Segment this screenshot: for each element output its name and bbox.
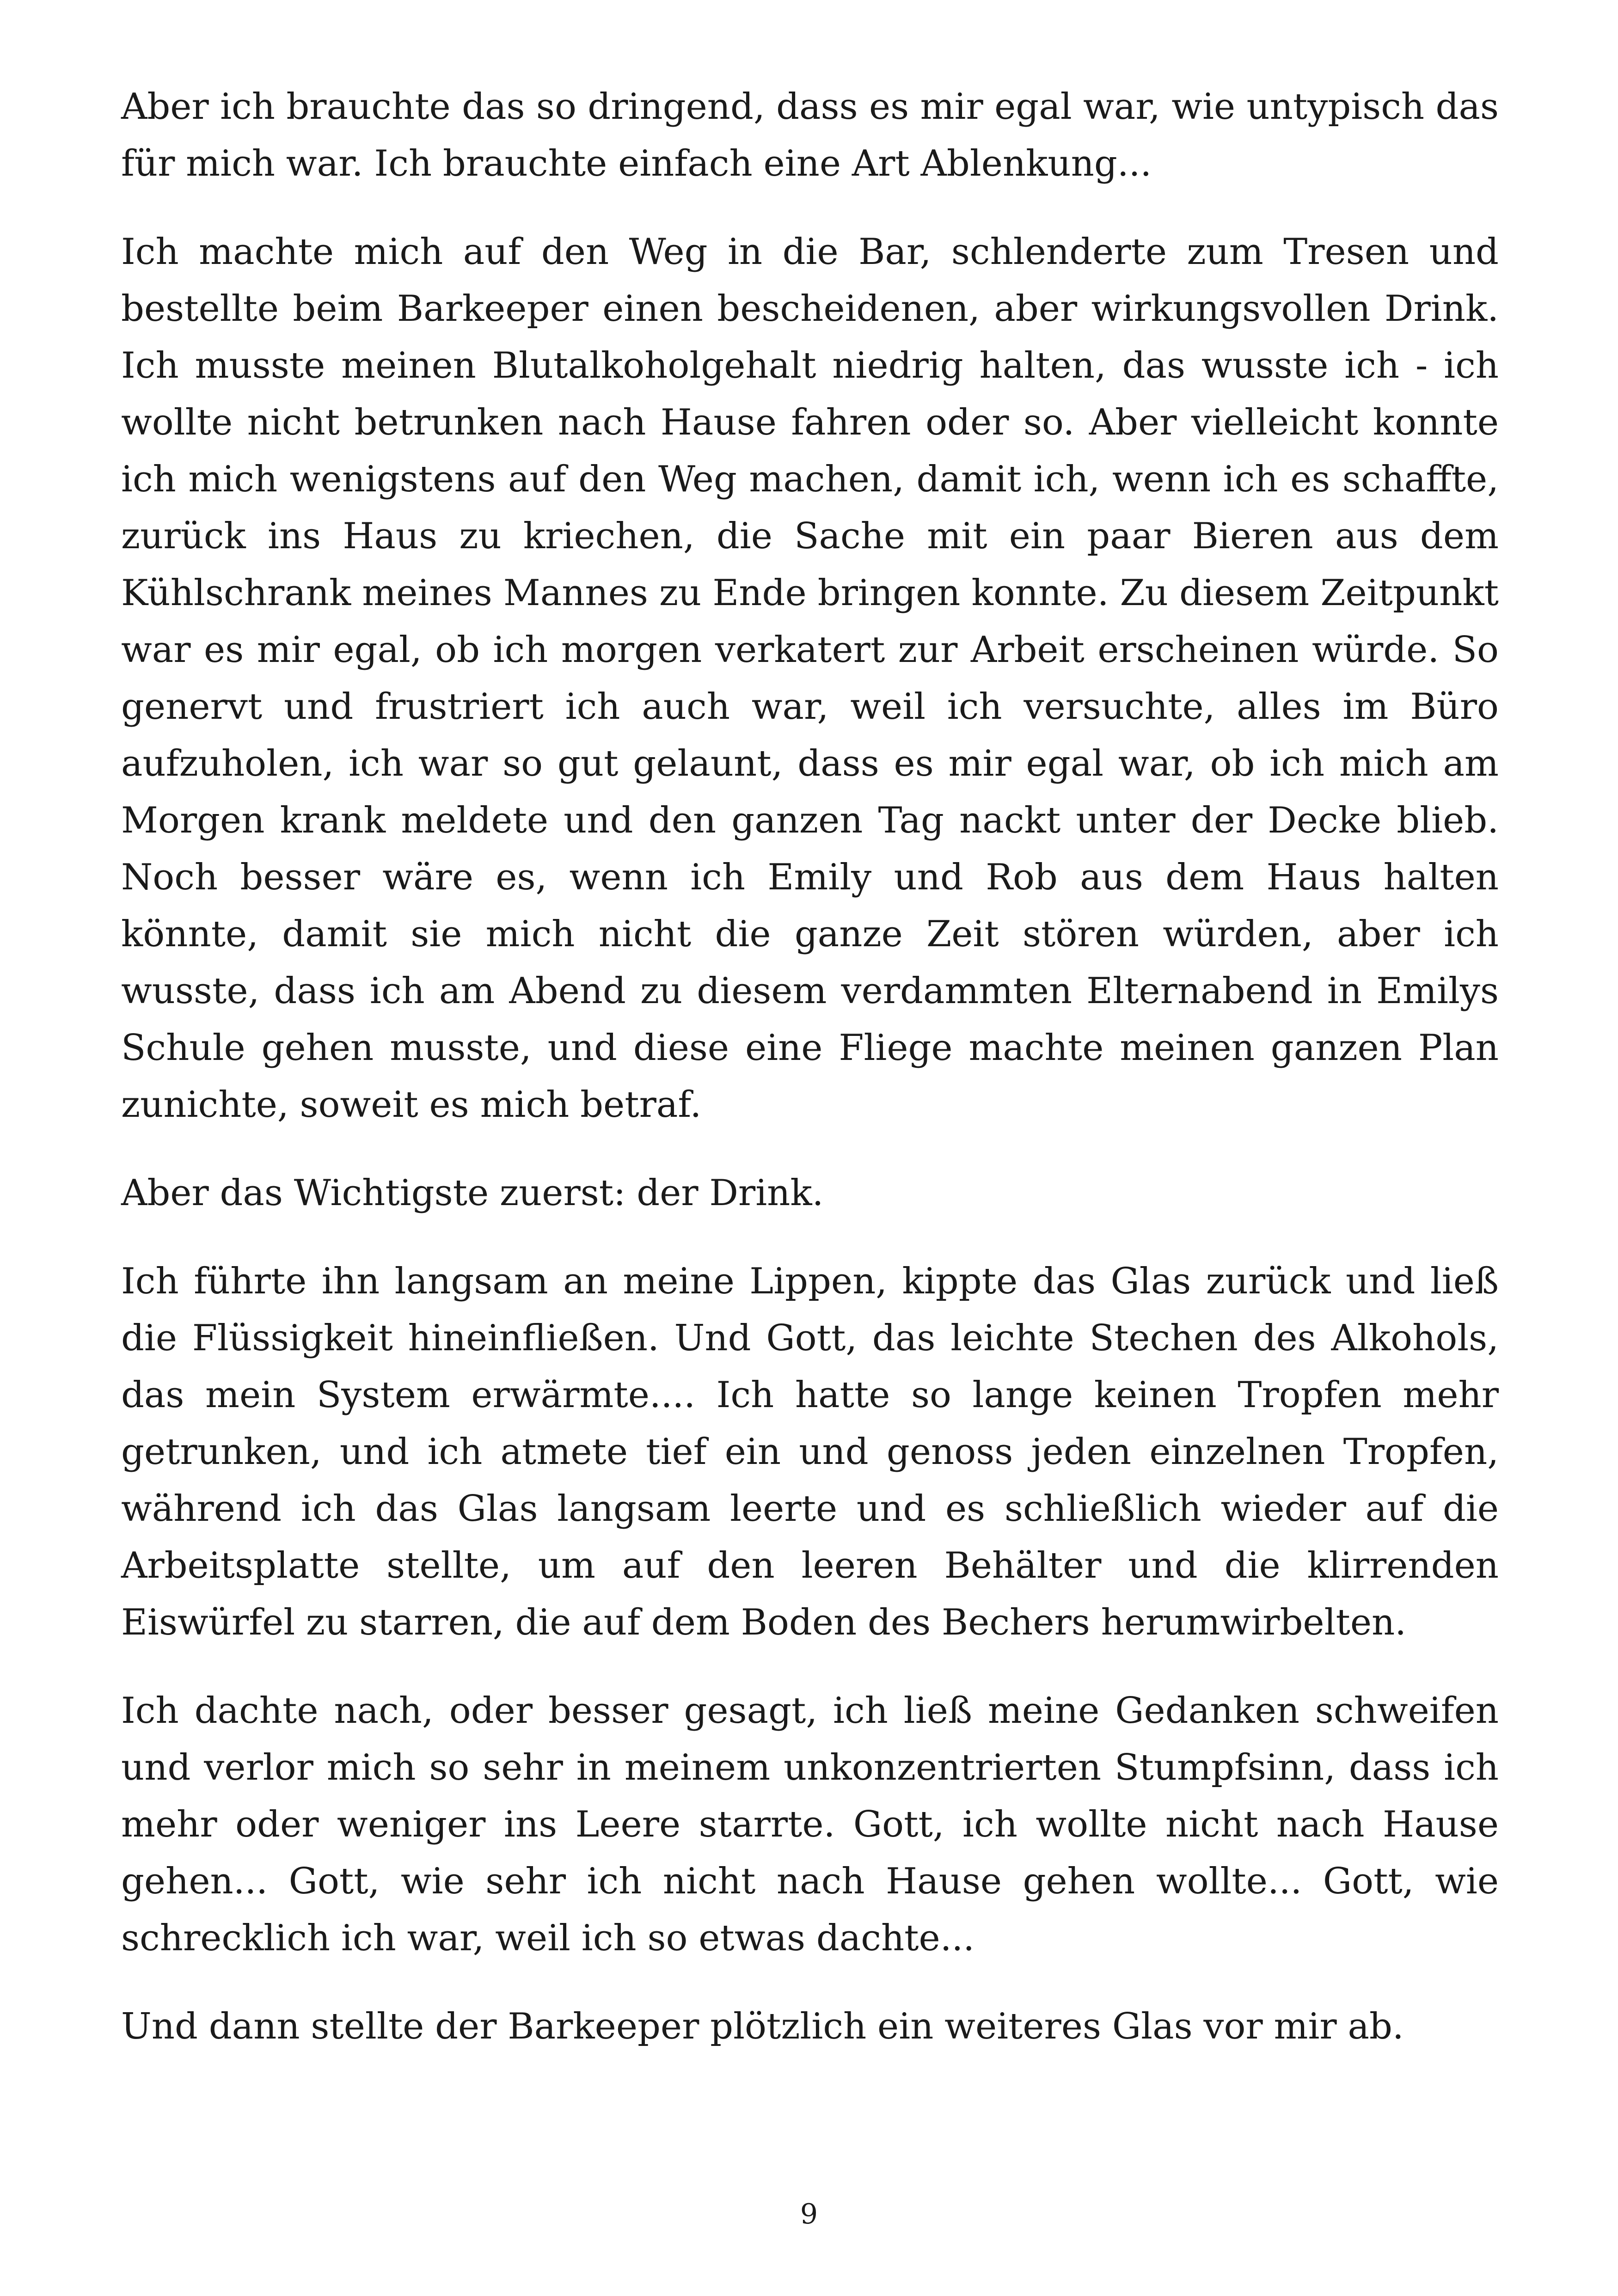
body-text [121, 79, 1499, 2087]
paragraph-1: Aber ich brauchte das so dringend, dass es mir egal war, wie untypisch das für mich war. Ich brauchte einfach eine Art Ablenkung... [121, 86, 1499, 184]
paragraph-6: Und dann stellte der Barkeeper plötzlich ein weiteres Glas vor mir ab. [121, 2006, 1404, 2047]
paragraph-5: Ich dachte nach, oder besser gesagt, ich ließ meine Gedanken schweifen und verlor mich so sehr in meinem unkonzentrierten Stumpfsinn, dass ich mehr oder weniger ins Leere starrte. Gott, ich wollte nicht nach Hause gehen... Gott, wie sehr ich nicht nach Hause gehen wollte... Gott, wie schrecklich ich war, weil ich so etwas dachte... [121, 1690, 1499, 1959]
page-number: 9 [800, 2198, 818, 2230]
paragraph-4: Ich führte ihn langsam an meine Lippen, kippte das Glas zurück und ließ die Flüssigkeit hineinfließen. Und Gott, das leichte Stechen des Alkohols, das mein System erwärmte.... Ich hatte so lange keinen Tropfen mehr getrunken, und ich atmete tief ein und genoss jeden einzelnen Tropfen, während ich das Glas langsam leerte und es schließlich wieder auf die Arbeitsplatte stellte, um auf den leeren Behälter und die klirrenden Eiswürfel zu starren, die auf dem Boden des Bechers herumwirbelten. [121, 1261, 1499, 1643]
paragraph-2: Ich machte mich auf den Weg in die Bar, schlenderte zum Tresen und bestellte beim Barkeeper einen bescheidenen, aber wirkungsvollen Drink. Ich musste meinen Blutalkoholgehalt niedrig halten, das wusste ich - ich wollte nicht betrunken nach Hause fahren oder so. Aber vielleicht konnte ich mich wenigstens auf den Weg machen, damit ich, wenn ich es schaffte, zurück ins Haus zu kriechen, die Sache mit ein paar Bieren aus dem Kühlschrank meines Mannes zu Ende bringen konnte. Zu diesem Zeitpunkt war es mir egal, ob ich morgen verkatert zur Arbeit erscheinen würde. So genervt und frustriert ich auch war, weil ich versuchte, alles im Büro aufzuholen, ich war so gut gelaunt, dass es mir egal war, ob ich mich am Morgen krank meldete und den ganzen Tag nackt unter der Decke blieb. Noch besser wäre es, wenn ich Emily und Rob aus dem Haus halten könnte, damit sie mich nicht die ganze Zeit stören würden, aber ich wusste, dass ich am Abend zu diesem verdammten Elternabend in Emilys Schule gehen musste, und diese eine Fliege machte meinen ganzen Plan zunichte, soweit es mich betraf. [121, 231, 1499, 1126]
paragraph-3: Aber das Wichtigste zuerst: der Drink. [121, 1172, 824, 1214]
